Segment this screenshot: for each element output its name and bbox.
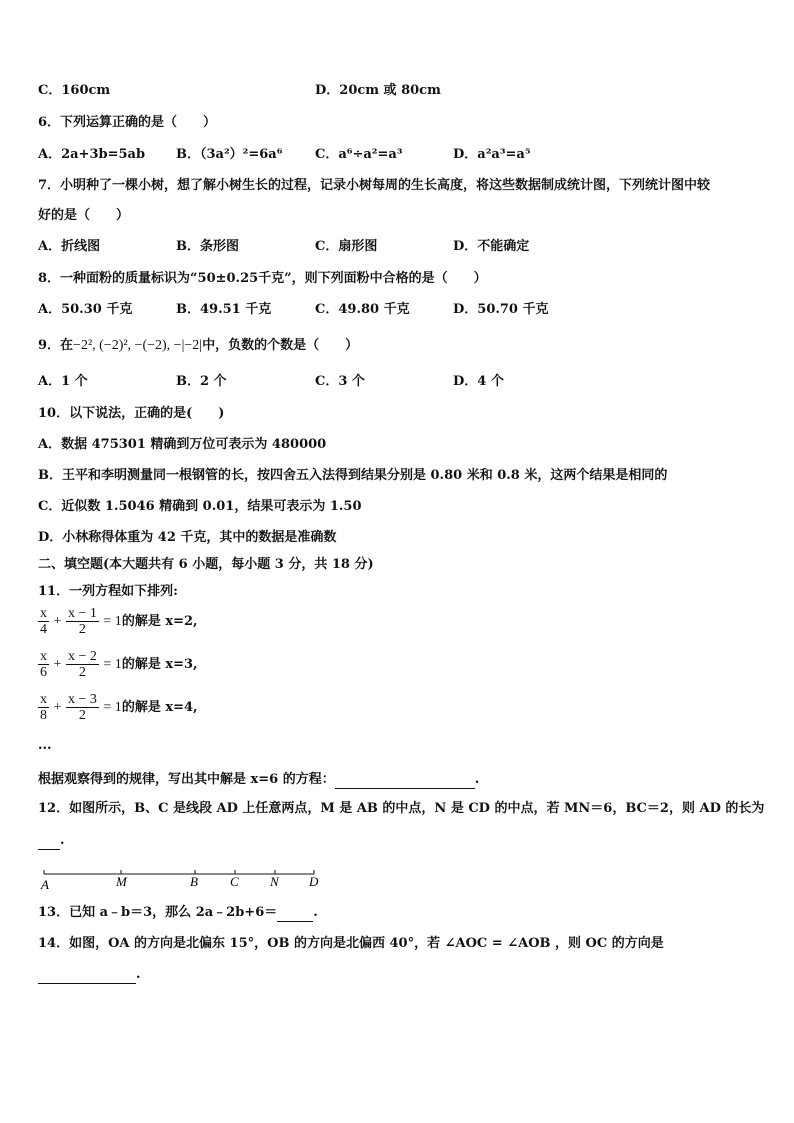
q14-stem: 14．如图，OA 的方向是北偏东 15°，OB 的方向是北偏西 40°，若 ∠AOC = ∠AOB ，则 OC 的方向是 — [38, 936, 664, 951]
fraction — [38, 606, 49, 637]
q8-option-d: D．50.70 千克 — [453, 302, 549, 317]
fraction-numerator: x − 2 — [67, 649, 97, 664]
point-label-c: C — [230, 874, 239, 889]
fraction-denominator: 2 — [78, 665, 86, 680]
q9-option-a: A．1 个 — [38, 374, 88, 389]
segment-diagram — [38, 862, 328, 894]
q11-equation-3 — [38, 692, 198, 723]
q6-option-c: C．a⁶÷a²=a³ — [315, 147, 403, 162]
q9-option-c: C．3 个 — [315, 374, 365, 389]
fraction-denominator: 2 — [78, 622, 86, 637]
q7-option-c: C．扇形图 — [315, 239, 378, 254]
q6-option-b: B．（3a²）²=6a⁶ — [176, 147, 283, 162]
q6-option-d: D．a²a³=a⁵ — [453, 147, 531, 162]
q5-option-d: D．20cm 或 80cm — [315, 83, 441, 98]
q9-stem-suffix: 中，负数的个数是（ ） — [202, 338, 359, 353]
q10-option-d: D．小林称得体重为 42 千克，其中的数据是准确数 — [38, 530, 337, 545]
answer-blank[interactable] — [277, 907, 313, 922]
q10-option-a: A．数据 475301 精确到万位可表示为 480000 — [38, 437, 327, 452]
equation-tail: 的解是 x=2, — [121, 614, 198, 629]
q6-option-a: A．2a+3b=5ab — [38, 147, 146, 162]
q10-option-b: B．王平和李明测量同一根钢管的长，按四舍五入法得到结果分别是 0.80 米和 0.8 米，这两个结果是相同的 — [38, 468, 668, 483]
q8-option-c: C．49.80 千克 — [315, 302, 410, 317]
fraction-denominator: 6 — [40, 665, 47, 680]
q10-option-c: C．近似数 1.5046 精确到 0.01，结果可表示为 1.50 — [38, 499, 362, 514]
q7-option-b: B．条形图 — [176, 239, 239, 254]
answer-blank[interactable] — [38, 969, 136, 984]
fraction — [38, 692, 49, 723]
equals-one: = 1 — [103, 614, 122, 629]
q12-stem: 12．如图所示，B、C 是线段 AD 上任意两点，M 是 AB 的中点，N 是 CD 的中点，若 MN＝6，BC＝2，则 AD 的长为 — [38, 801, 765, 816]
point-label-b: B — [190, 874, 198, 889]
point-label-n: N — [270, 874, 279, 889]
plus-sign: + — [53, 700, 62, 715]
q11-question — [38, 771, 479, 789]
fraction-numerator: x — [40, 606, 47, 621]
q9-stem — [38, 337, 358, 355]
q8-option-a: A．50.30 千克 — [38, 302, 133, 317]
q7-stem-line1: 7．小明种了一棵小树，想了解小树生长的过程，记录小树每周的生长高度，将这些数据制成统计图，下列统计图中较 — [38, 178, 711, 193]
equation-tail: 的解是 x=3, — [121, 657, 198, 672]
q5-option-c: C．160cm — [38, 83, 111, 98]
section-title-fill-in: 二、填空题(本大题共有 6 小题，每小题 3 分，共 18 分) — [38, 557, 374, 572]
fraction-numerator: x − 3 — [67, 692, 97, 707]
fraction-denominator: 8 — [40, 708, 47, 723]
q8-option-b: B．49.51 千克 — [176, 302, 272, 317]
q9-option-b: B．2 个 — [176, 374, 227, 389]
q11-equation-2 — [38, 649, 198, 680]
q11-ellipsis: ... — [38, 738, 52, 753]
fraction-numerator: x − 1 — [67, 606, 97, 621]
plus-sign: + — [53, 657, 62, 672]
equals-one: = 1 — [103, 657, 122, 672]
point-label-m: M — [116, 874, 127, 889]
q11-stem: 11．一列方程如下排列: — [38, 584, 178, 599]
q11-equation-1 — [38, 606, 198, 637]
q11-end-period: . — [474, 772, 480, 787]
q8-stem: 8．一种面粉的质量标识为“50±0.25千克”，则下列面粉中合格的是（ ） — [38, 271, 487, 286]
fraction-denominator: 4 — [40, 622, 47, 637]
fraction-numerator: x — [40, 649, 47, 664]
fraction — [66, 692, 99, 723]
q9-option-d: D．4 个 — [453, 374, 504, 389]
q7-option-a: A．折线图 — [38, 239, 101, 254]
equals-one: = 1 — [103, 700, 122, 715]
fraction — [38, 649, 49, 680]
q13-stem: 13．已知 a﹣b＝3，那么 2a﹣2b+6＝ — [38, 905, 278, 920]
q7-stem-line2: 好的是（ ） — [38, 208, 130, 223]
fraction-denominator: 2 — [78, 708, 86, 723]
q10-stem: 10．以下说法，正确的是( ) — [38, 406, 225, 421]
q9-expression: −2², (−2)², −(−2), −|−2| — [73, 338, 203, 353]
point-label-d: D — [309, 874, 319, 889]
q12-end-period: . — [60, 833, 65, 848]
answer-blank[interactable] — [335, 774, 475, 789]
point-label-a: A — [41, 877, 49, 892]
answer-blank[interactable] — [38, 835, 60, 850]
plus-sign: + — [53, 614, 62, 629]
q7-option-d: D．不能确定 — [453, 239, 530, 254]
q13-stem-line — [38, 904, 318, 922]
q14-answer-line — [38, 966, 141, 984]
q6-stem: 6．下列运算正确的是（ ） — [38, 115, 217, 130]
q14-end-period: . — [136, 967, 141, 982]
q9-stem-prefix: 9．在 — [38, 338, 74, 353]
equation-tail: 的解是 x=4, — [121, 700, 198, 715]
q11-question-text: 根据观察得到的规律，写出其中解是 x=6 的方程： — [38, 772, 335, 787]
fraction — [66, 606, 99, 637]
q12-answer-line — [38, 832, 65, 850]
fraction — [66, 649, 99, 680]
fraction-numerator: x — [40, 692, 47, 707]
q13-end-period: . — [313, 905, 318, 920]
